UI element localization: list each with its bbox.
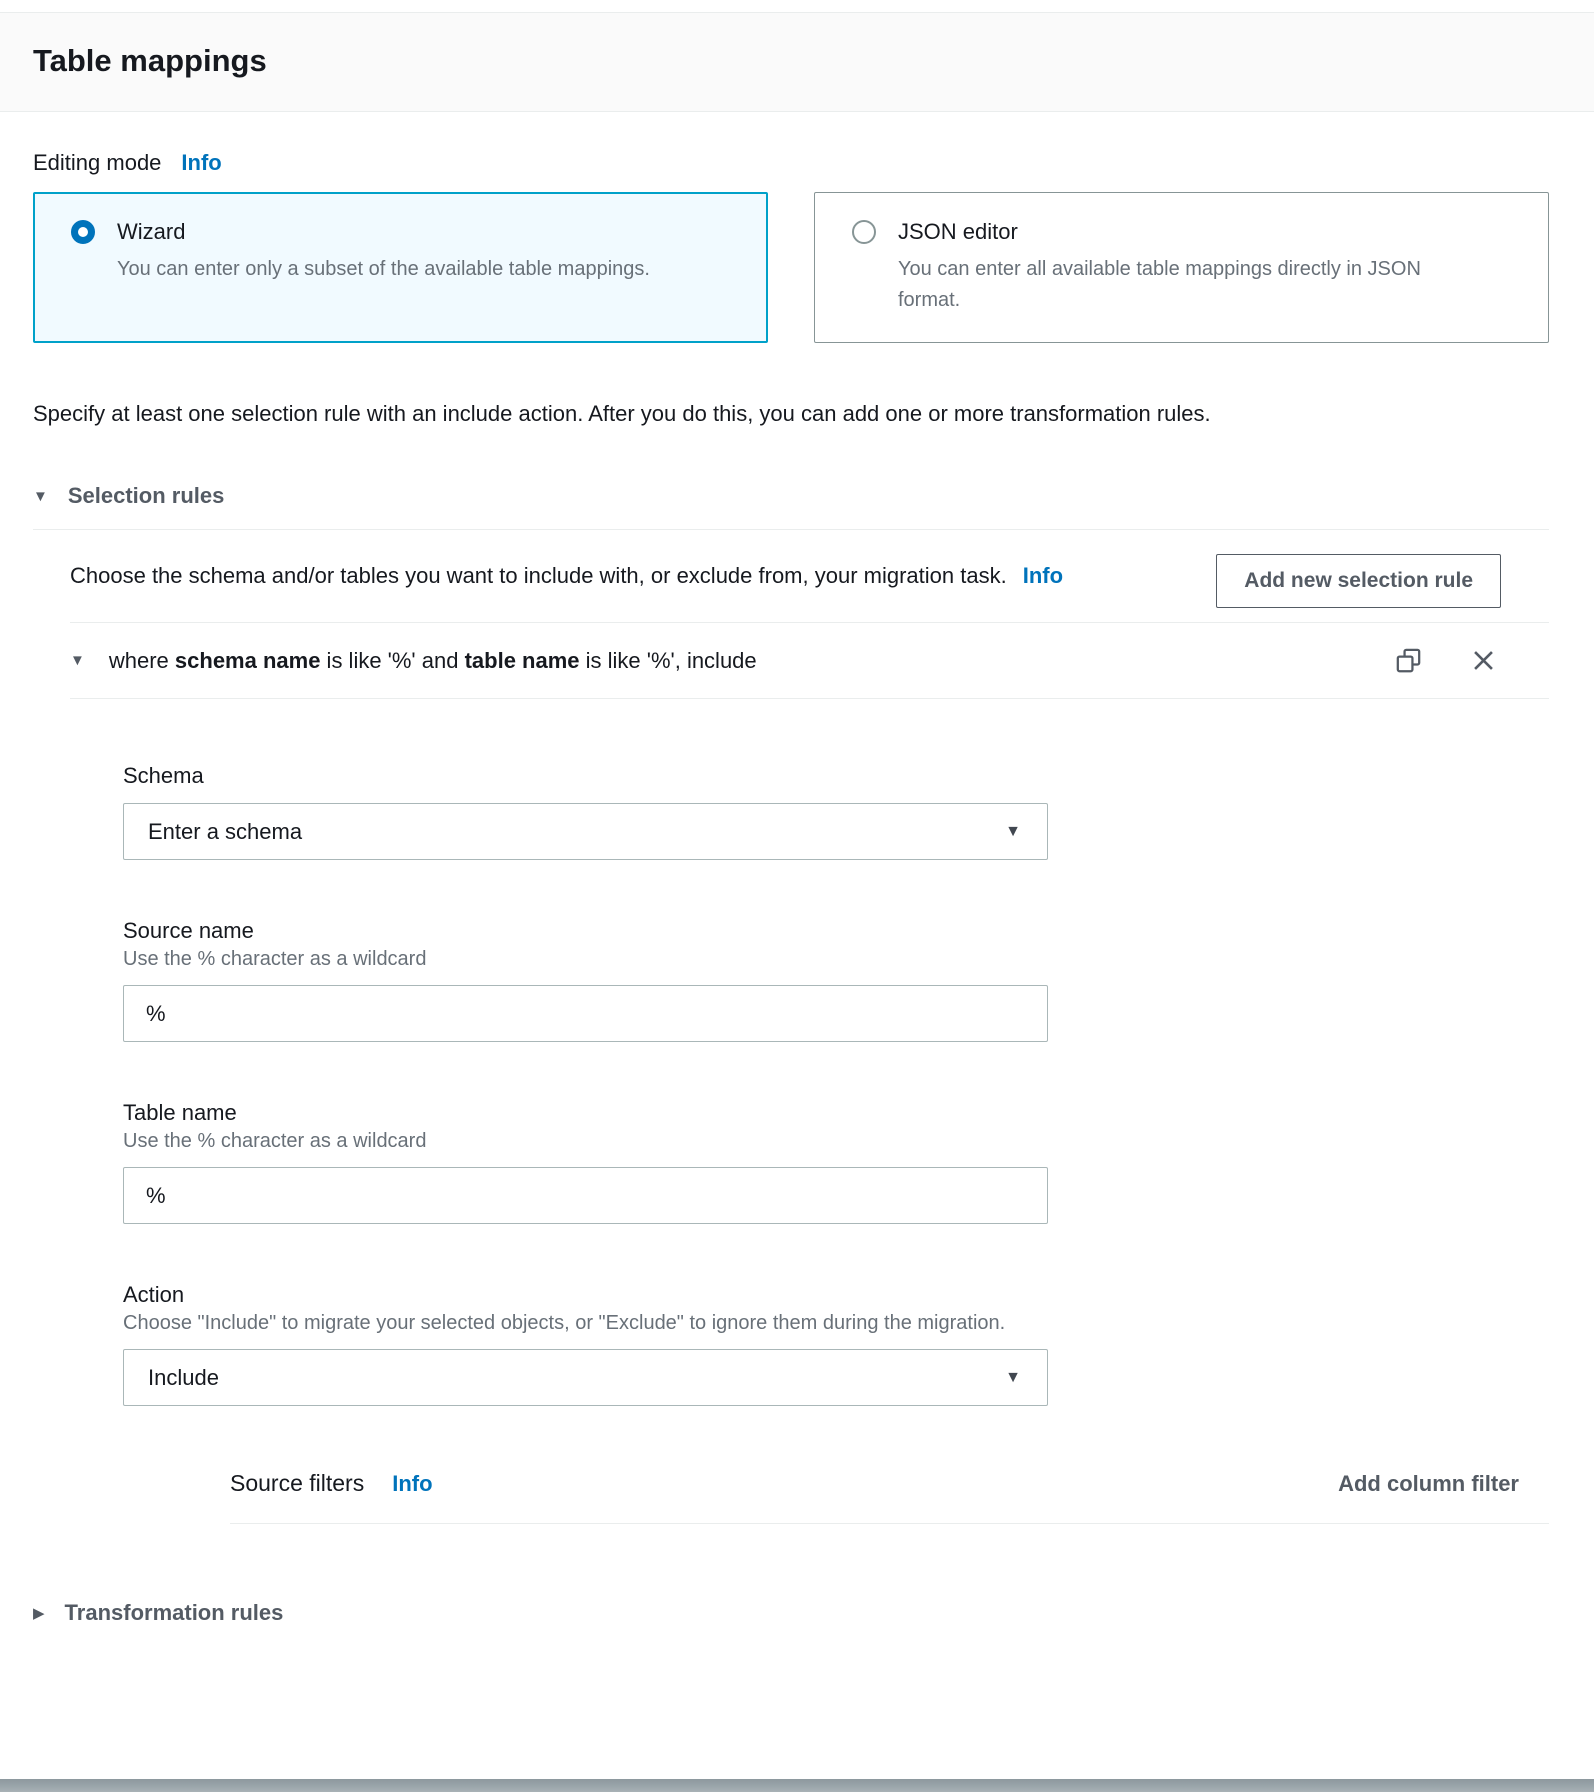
source-filters-row <box>230 1470 1549 1497</box>
radio-selected-icon[interactable] <box>71 220 95 244</box>
rule-summary-table: table name <box>464 647 580 673</box>
source-name-label: Source name <box>123 918 254 943</box>
caret-right-icon: ▶ <box>33 1604 45 1622</box>
editing-mode-label: Editing mode <box>33 150 162 175</box>
editing-mode-row <box>33 150 1549 176</box>
source-filters <box>230 1470 1549 1524</box>
selection-rules-header[interactable] <box>33 483 1549 509</box>
rule-summary-part: is like '%' and <box>320 647 465 673</box>
add-selection-rule-button[interactable]: Add new selection rule <box>1216 554 1501 608</box>
source-filters-label: Source filters <box>230 1470 365 1496</box>
rule-summary-schema: schema name <box>174 647 321 673</box>
action-label: Action <box>123 1282 185 1307</box>
rule-actions <box>1395 647 1549 674</box>
selection-rules-title: Selection rules <box>67 483 225 508</box>
add-column-filter-button[interactable]: Add column filter <box>1338 1470 1519 1496</box>
rule-header[interactable] <box>70 623 1549 698</box>
caret-down-icon: ▼ <box>33 487 48 505</box>
page-header <box>0 12 1594 112</box>
schema-select-value: Enter a schema <box>148 818 303 844</box>
horizontal-scrollbar[interactable] <box>0 1779 1594 1792</box>
intro-text: Specify at least one selection rule with an include action. After you do this, you can add one or more transformation rules. <box>33 401 1211 426</box>
json-editor-label: JSON editor <box>898 219 1018 244</box>
content <box>0 112 1594 1626</box>
editing-mode-info-link[interactable]: Info <box>181 150 222 175</box>
dropdown-caret-icon: ▼ <box>1005 822 1021 840</box>
close-icon[interactable] <box>1470 647 1497 674</box>
wizard-card-head <box>71 219 747 245</box>
rule-header-divider <box>70 698 1549 699</box>
json-editor-card[interactable] <box>814 192 1549 343</box>
action-select[interactable] <box>123 1349 1048 1406</box>
copy-icon[interactable] <box>1395 647 1422 674</box>
transformation-rules-title: Transformation rules <box>64 1600 284 1625</box>
table-name-field <box>123 1100 1549 1224</box>
table-name-hint: Use the % character as a wildcard <box>123 1130 427 1152</box>
rule-body <box>123 763 1549 1524</box>
table-name-input[interactable] <box>123 1167 1048 1224</box>
schema-field <box>123 763 1549 860</box>
wizard-card[interactable] <box>33 192 768 343</box>
selection-rules-description-text: Choose the schema and/or tables you want to include with, or exclude from, your migration task. <box>70 563 1007 588</box>
wizard-label: Wizard <box>117 219 186 244</box>
radio-unselected-icon[interactable] <box>852 220 876 244</box>
json-editor-description: You can enter all available table mappings directly in JSON format. <box>898 258 1421 311</box>
action-select-value: Include <box>148 1364 219 1390</box>
rule-summary <box>109 648 1371 674</box>
table-name-label: Table name <box>123 1100 237 1125</box>
rule-caret-down-icon: ▼ <box>70 652 85 669</box>
transformation-rules-header[interactable] <box>33 1600 1549 1626</box>
action-hint: Choose "Include" to migrate your selected objects, or "Exclude" to ignore them during the migration. <box>123 1312 1006 1334</box>
source-filters-divider <box>230 1523 1549 1524</box>
editing-mode-cards <box>33 192 1549 343</box>
action-field <box>123 1282 1549 1406</box>
source-name-hint: Use the % character as a wildcard <box>123 948 427 970</box>
wizard-description: You can enter only a subset of the available table mappings. <box>117 258 650 280</box>
source-name-input[interactable] <box>123 985 1048 1042</box>
selection-rules-desc-row <box>70 554 1549 608</box>
json-editor-card-head <box>852 219 1528 245</box>
source-name-field <box>123 918 1549 1042</box>
selection-rules-info-link[interactable]: Info <box>1022 563 1064 588</box>
dropdown-caret-icon: ▼ <box>1005 1368 1021 1386</box>
rule-summary-part: is like '%', include <box>579 647 757 673</box>
selection-rules-body <box>70 554 1549 1524</box>
section-divider <box>33 529 1549 530</box>
schema-select[interactable] <box>123 803 1048 860</box>
page-title: Table mappings <box>33 43 267 78</box>
schema-label: Schema <box>123 763 204 788</box>
source-filters-info-link[interactable]: Info <box>392 1470 433 1496</box>
selection-rules-description <box>70 554 1202 598</box>
rule-summary-part: where <box>108 647 175 673</box>
